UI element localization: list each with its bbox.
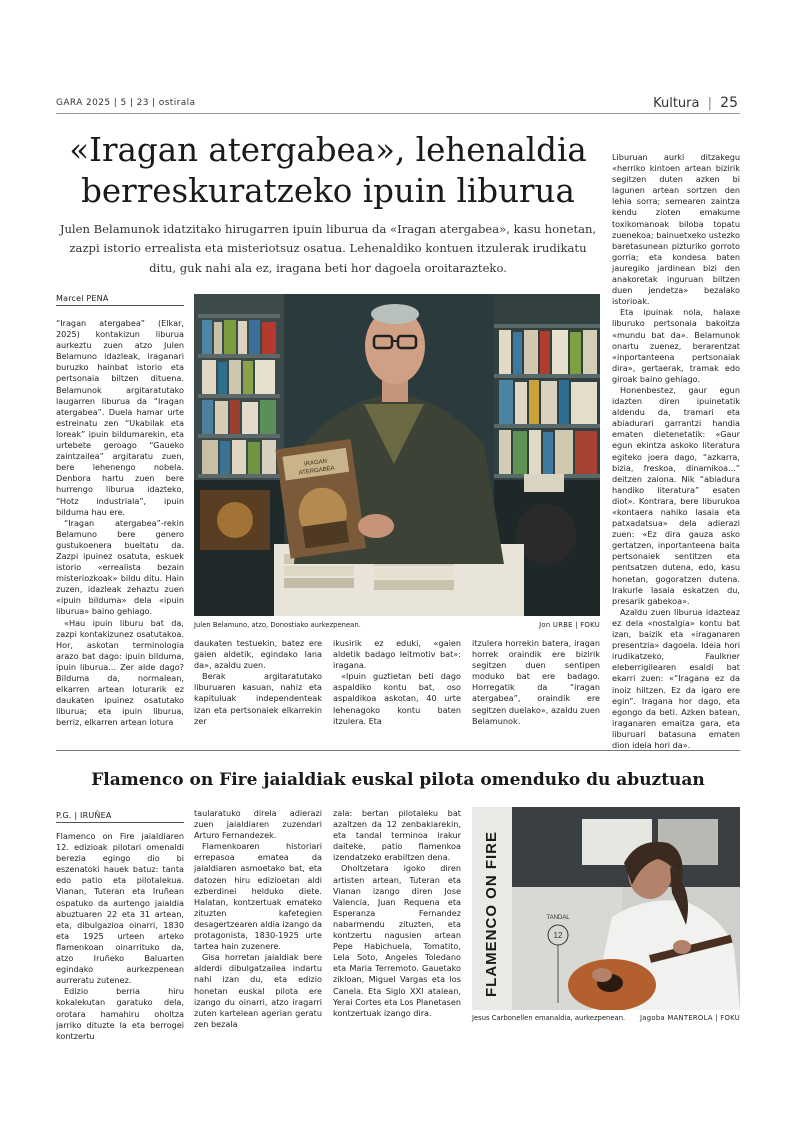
section-divider bbox=[56, 750, 740, 751]
photo2-caption bbox=[472, 1014, 740, 1022]
book-cover bbox=[275, 439, 366, 559]
issue-info: GARA 2025 | 5 | 23 | ostirala bbox=[56, 98, 196, 108]
svg-text:ATERGABEA: ATERGABEA bbox=[298, 465, 336, 477]
paragraph: Eta ipuinak nola, halaxe liburuko pertsonaia bakoitza «mundu bat da». Belamunok onartu zuenez, berarentzat «inportanteena pertsonaiak dira», gertaerak, tramak edo giroak baino gehiago. bbox=[612, 307, 740, 384]
caption-text: Jesus Carbonellen emanaldia, aurkezpenean. bbox=[472, 1014, 626, 1022]
byline2-rule bbox=[56, 822, 184, 823]
paragraph: ikusirik ez eduki, «gaien aldetik badago leitmotiv bat»: iragana. bbox=[333, 638, 461, 671]
author-photo bbox=[194, 294, 600, 616]
article-column-2 bbox=[194, 638, 322, 727]
paragraph: “Iragan atergabea” (Elkar, 2025) kontakizun liburua aurkeztu zuen atzo Julen Belamuno idazleak, iraganari buruzko hainbat istorio eta pertsonaia biltzen dituena. Belamunok argitaratutako laugarren liburua da “Iragan atergabea”. Duela hamar urte estreinatu zen “Ukabilak eta loreak” ipuin bildumarekin, eta urtebete geroago “Gaueko zaintzailea” argitaratu zuen, bere lehenengo nobela. Denbora hartu zuen bere hurrengo liburua idazteko, “Hotz industriala”, ipuin bilduma hau ere. bbox=[56, 318, 184, 517]
paragraph: Edizio berria hiru kokalekutan garatuko dela, orotara hamahiru oholtza jarriko dituzte la eta berrogei kontzertu bbox=[56, 986, 184, 1041]
article-column-5 bbox=[612, 152, 740, 751]
paragraph: Azaldu zuen liburua idazteaz ez dela «nostalgia» kontu bat izan, baizik eta «iraganaren presentzia» dagoela. Ideia hori irudikatzeko, Faulkner eleberrigilearen esaldi bat ekarri zuen: «“Iragana ez da inoiz hiltzen. Ez da igaro ere egin”. Iragana hor dago, eta egongo da beti. Azken batean, iraganaren emaitza gara, eta liburuari batasuna ematen dion ideia hori da». bbox=[612, 606, 740, 750]
paragraph: Liburuan aurki ditzakegu «herriko kintoen artean bizirik segitzen duten azken bi lagunen artean sortzen den lehia sorra; semearen zaintza kendu zioten emakume toxikomanoak biloba topatu zuenekoa; bainuetxeko ustezko baretasunean pizturiko gorroto gorria; eta kondesa baten jauregiko jardinean bizi den anakoretak inguruan biltzen duen jendetza» bezalako istorioak. bbox=[612, 152, 740, 307]
headline-line-1: «Iragan atergabea», lehenaldia bbox=[69, 131, 587, 169]
headline-line-2: berreskuratzeko ipuin liburua bbox=[81, 172, 575, 210]
paragraph: “Iragan atergabea”-rekin Belamuno bere genero gustukoenera bueltatu da. Zazpi ipuinez osatuta, eskuek istorio «errealista bezain misteriozkoak» bildu ditu. Hain zuzen, idazleak zehaztu zuen «ipuin bilduma» dela «ipuin liburua» baino gehiago. bbox=[56, 517, 184, 617]
guitarist-photo bbox=[472, 807, 740, 1010]
paragraph: daukaten testuekin, batez ere gaien aldetik, egindako lana da», azaldu zuen. bbox=[194, 638, 322, 671]
paragraph: Flamenkoaren historiari errepasoa ematea da jaialdiaren asmoetako bat, eta datozen hiru edizioetan aldi ezberdinei helduko diete. Halatan, kontzertuak emateko zituzten kafetegien desagertzearen aldia izango da protagonista, 1830-1925 urte tartea hain zuzenere. bbox=[194, 841, 322, 952]
article-column-4 bbox=[472, 638, 600, 727]
byline-rule bbox=[56, 305, 184, 306]
article2-byline: P.G. | IRUÑEA bbox=[56, 811, 112, 820]
article-lead: Julen Belamunok idatzitako hirugarren ipuin liburua da «Iragan atergabea», kasu honetan, zazpi istorio errealista eta misteriotsuz osatua. Lehenaldiko kontuen itzulerak irudikatu ditu, guk nahi ala ez, iragana beti hor dagoela oroitarazteko. bbox=[59, 222, 597, 275]
paragraph: «Ipuin guztietan beti dago aspaldiko kontu bat, oso aspaldikoa askotan, 40 urte lehenagoko kontu baten itzulera. Eta bbox=[333, 671, 461, 726]
paragraph: Berak argitaratutako liburuaren kasuan, nahiz eta kapituluak independenteak izan eta pertsonaiek elkarrekin zer bbox=[194, 671, 322, 726]
paragraph: zala: bertan pilotaleku bat azaltzen da 12 zenbakiarekin, eta tandal terminoa irakur daiteke, patio flamenkoa izendatzeko erabiltzen dena. bbox=[333, 808, 461, 863]
paragraph: Honenbestez, gaur egun idazten diren ipuinetatik aldendu da, tramari eta abiadurari garrantzi handia ematen dietenetatik: «Gaur egun ekintza askoko literatura egiteko joera dago, “azkarra, bizia, freskoa, dinamikoa...” deitzen zaiona. Nik “abiadura handiko literatura” esaten diot». Kontrara, bere liburukoa «kontaera nahiko lasaia eta patxadatsua» dela adierazi zuen: «Ez dira gauza asko gertatzen, inportanteena baita pertsonaiek sentitzen eta pentsatzen dutena, edo, kasu honetan, gogoratzen dutena. Irakurle lasaia eskatzen du, presarik gabekoa». bbox=[612, 384, 740, 606]
paragraph: Oholtzetara igoko diren artisten artean, Tuteran eta Vianan izango diren Jose Valencia, Juan Requena eta Esperanza Fernandez nabarmendu zituzten, eta kontzertu nagusien artean Pepe Habichuela, Tomatito, Lela Soto, Angeles Toledano eta Maria Terremoto. Gauetako zikloan, Miguel Vargas eta los Canela. Eta Siglo XXI atalean, Yerai Cortes eta Los Planetasen kontzertuak izango dira. bbox=[333, 863, 461, 1018]
article-column-1 bbox=[56, 318, 184, 728]
poster-vertical-text: FLAMENCO ON FIRE bbox=[483, 831, 500, 997]
article2-column-1 bbox=[56, 831, 184, 1042]
paragraph: «Hau ipuin liburu bat da, zazpi kontakizunez osatutakoa. Hor, askotan terminologia arazo bat dago: ipuin bilduma, ipuin liburua... Zer alde dago? Bilduma da, normalean, elkarren artean loturarik ez daukaten ipuinez osatutako liburua; eta ipuin liburua, berriz, elkarren artean lotura bbox=[56, 617, 184, 728]
page-number: 25 bbox=[720, 95, 738, 111]
article-headline bbox=[56, 130, 600, 212]
photo-caption bbox=[194, 621, 600, 629]
poster-number: 12 bbox=[553, 931, 563, 940]
section-name: Kultura bbox=[653, 96, 700, 111]
photo-credit: Jagoba MANTEROLA | FOKU bbox=[639, 1014, 740, 1022]
article2-column-3 bbox=[333, 808, 461, 1019]
header-rule bbox=[56, 113, 740, 114]
section-header: Kultura | 25 bbox=[653, 95, 738, 111]
paragraph: taularatuko direla adierazi zuen jaialdiaren zuzendari Arturo Fernandezek. bbox=[194, 808, 322, 841]
svg-text:IRAGAN: IRAGAN bbox=[303, 458, 328, 468]
caption-text: Julen Belamuno, atzo, Donostiako aurkezpenean. bbox=[194, 621, 361, 629]
paragraph: itzulera horrekin batera, iragan horrek oraindik ere bizirik segitzen duen sentipen moduko bat ere badago. Horregatik da “iragan atergabea”, oraindik ere segitzen duelako», azaldu zuen Belamunok. bbox=[472, 638, 600, 726]
paragraph: Gisa horretan jaialdiak bere alderdi dibulgatzailea indartu nahi izan du, eta edizio honetan euskal pilota ere izango du oinarri, atzo iragarri zuten kartelean agerian geratu zen bezala bbox=[194, 952, 322, 1029]
article-byline: Marcel PENA bbox=[56, 294, 109, 303]
article2-headline: Flamenco on Fire jaialdiak euskal pilota omenduko du abuztuan bbox=[91, 770, 705, 790]
photo-credit: Jon URBE | FOKU bbox=[539, 621, 600, 629]
article-column-3 bbox=[333, 638, 461, 727]
paragraph: Flamenco on Fire jaialdiaren 12. edizioak pilotari omenaldi berezia egingo dio bi eszenatoki hauek batuz: tanta edo patio eta pilotalekua. Vianan, Tuteran eta Iruñean ospatuko da aurtengo jaialdia abuztuaren 22 eta 31 artean, eta, dibulgazioa oinarri, 1830 eta 1925 urteen arteko flamenkoan oinarrituko da, atzo Iruñeko Baluarten egindako aurkezpenean aurreratu zutenez. bbox=[56, 831, 184, 986]
poster-small-text: TANDAL bbox=[546, 915, 570, 921]
article2-column-2 bbox=[194, 808, 322, 1030]
